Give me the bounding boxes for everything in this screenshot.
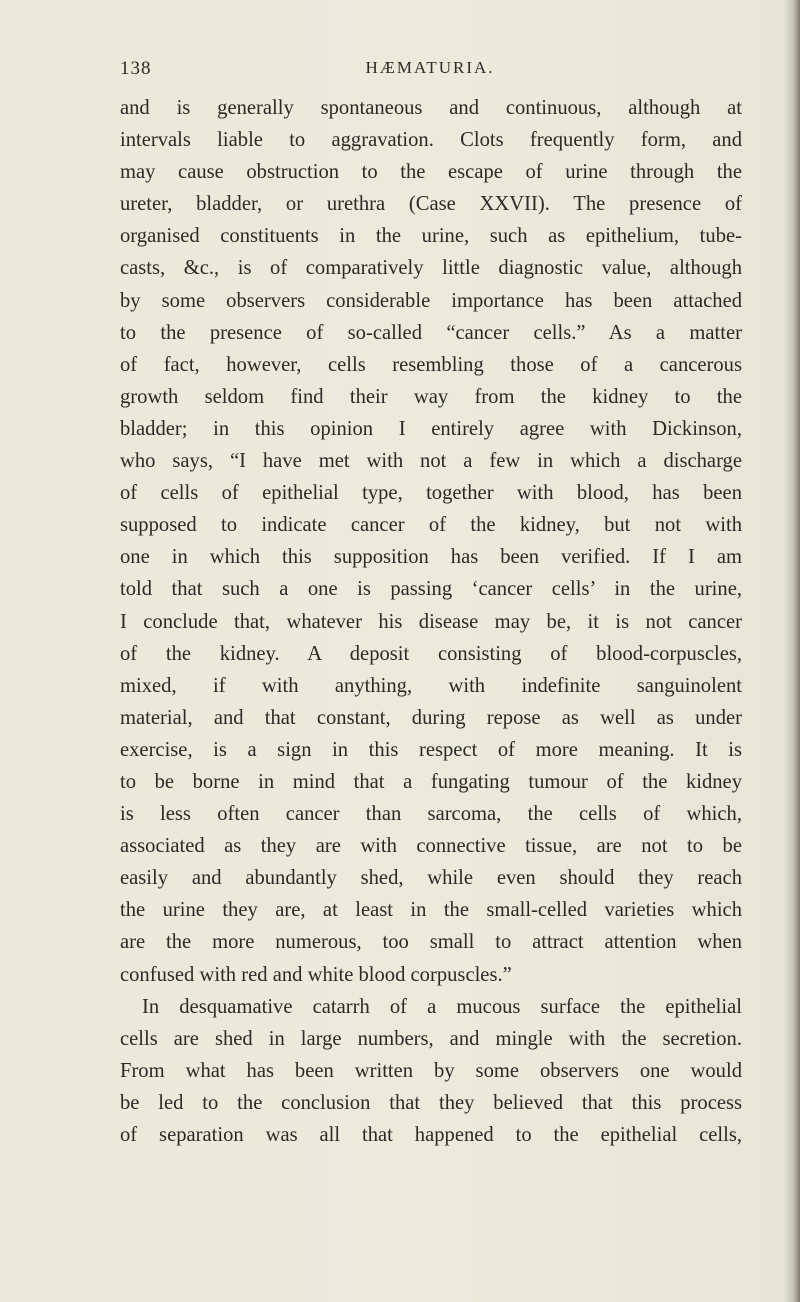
text-line: of the kidney. A deposit consisting of blood-corpuscles, xyxy=(120,642,742,665)
page-edge-shadow xyxy=(784,0,800,1302)
text-line: and is generally spontaneous and continuous, although at xyxy=(120,97,742,119)
text-line: easily and abundantly shed, while even should they reach xyxy=(120,867,742,890)
text-line: material, and that constant, during repose as well as under xyxy=(120,706,742,729)
page-number: 138 xyxy=(120,58,152,79)
text-line: to the presence of so-called “cancer cells.” As a matter xyxy=(120,321,742,344)
text-line: are the more numerous, too small to attract attention when xyxy=(120,931,742,954)
text-line: associated as they are with connective tissue, are not to be xyxy=(120,835,742,858)
text-line: of separation was all that happened to the epithelial cells, xyxy=(120,1124,742,1146)
text-line: told that such a one is passing ‘cancer cells’ in the urine, xyxy=(120,578,742,601)
text-line: be led to the conclusion that they believed that this process xyxy=(120,1091,742,1114)
text-line: ureter, bladder, or urethra (Case XXVII). The presence of xyxy=(120,193,742,216)
text-line: may cause obstruction to the escape of urine through the xyxy=(120,161,742,184)
text-line: I conclude that, whatever his disease may be, it is not cancer xyxy=(120,610,742,633)
text-line: of fact, however, cells resembling those of a cancerous xyxy=(120,353,742,376)
text-line: to be borne in mind that a fungating tumour of the kidney xyxy=(120,770,742,793)
running-head xyxy=(120,58,740,82)
text-line: casts, &c., is of comparatively little diagnostic value, although xyxy=(120,257,742,280)
text-line: of cells of epithelial type, together with blood, has been xyxy=(120,482,742,505)
text-line: by some observers considerable importance has been attached xyxy=(120,289,742,312)
text-line: is less often cancer than sarcoma, the cells of which, xyxy=(120,803,742,826)
text-line: From what has been written by some observers one would xyxy=(120,1059,742,1082)
text-line: one in which this supposition has been verified. If I am xyxy=(120,546,742,569)
text-line: cells are shed in large numbers, and mingle with the secretion. xyxy=(120,1027,742,1050)
running-head-title: HÆMATURIA. xyxy=(365,58,495,77)
text-line: organised constituents in the urine, such as epithelium, tube- xyxy=(120,225,742,248)
text-line: bladder; in this opinion I entirely agree with Dickinson, xyxy=(120,417,742,440)
body-text xyxy=(120,92,742,1151)
text-line: growth seldom find their way from the kidney to the xyxy=(120,385,742,408)
text-line: the urine they are, at least in the small-celled varieties which xyxy=(120,899,742,922)
text-line: exercise, is a sign in this respect of more meaning. It is xyxy=(120,738,742,761)
text-line-paragraph-start: In desquamative catarrh of a mucous surface the epithelial xyxy=(142,995,742,1018)
text-line: supposed to indicate cancer of the kidney, but not with xyxy=(120,514,742,537)
text-line: mixed, if with anything, with indefinite sanguinolent xyxy=(120,674,742,697)
text-line: who says, “I have met with not a few in which a discharge xyxy=(120,450,742,473)
text-line: confused with red and white blood corpuscles.” xyxy=(120,963,512,986)
text-line: intervals liable to aggravation. Clots frequently form, and xyxy=(120,129,742,152)
